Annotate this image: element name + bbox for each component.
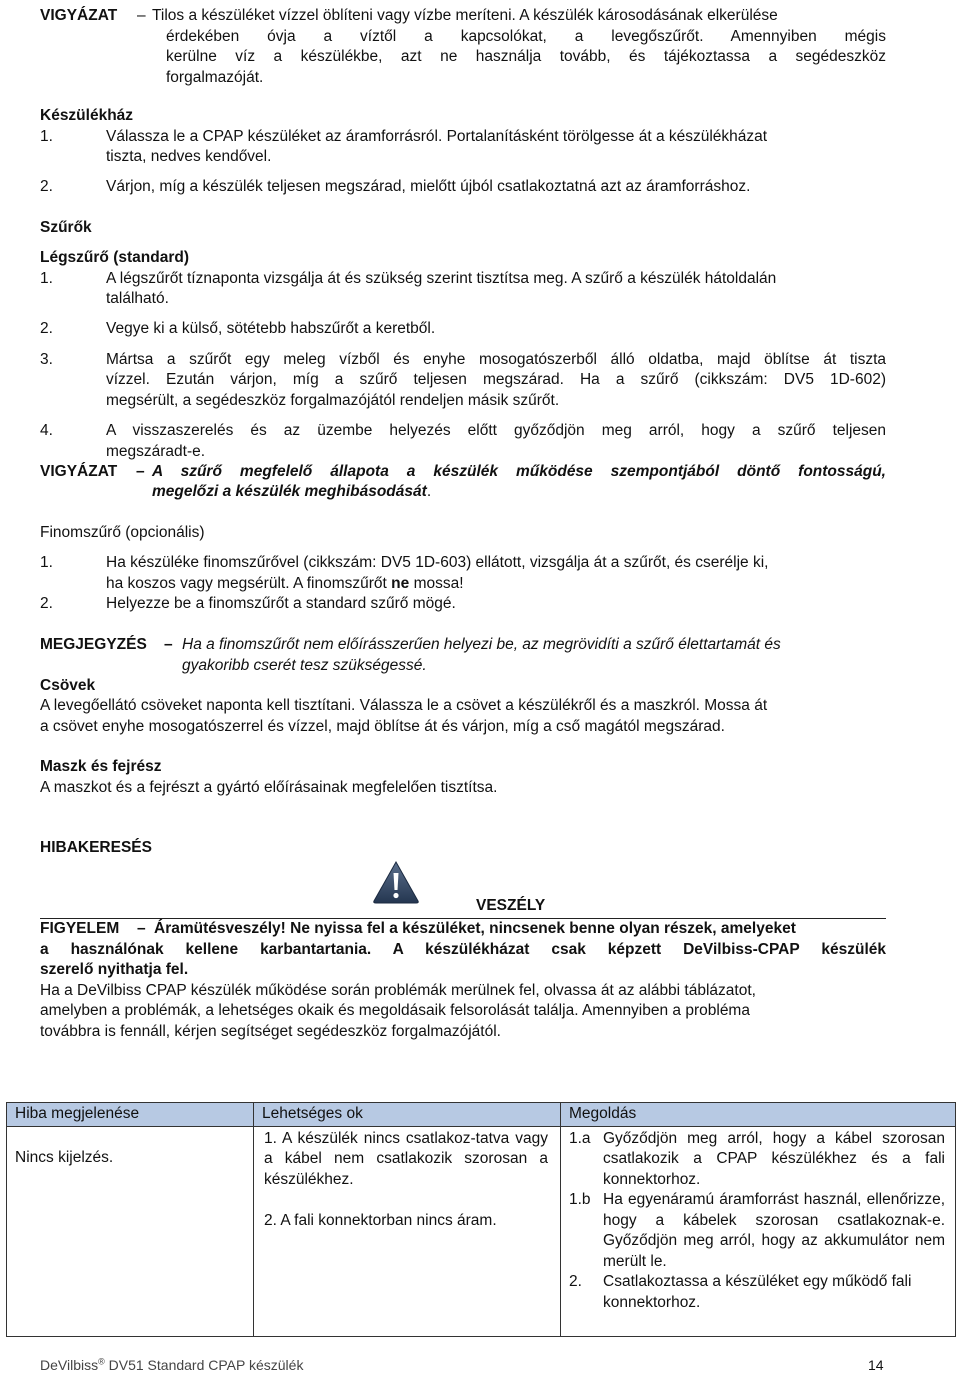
mask-heading: Maszk és fejrész (40, 758, 162, 775)
housing-item-2-number: 2. (40, 178, 53, 195)
fine-filter-item-1-number: 1. (40, 554, 53, 571)
solution-2-number: 2. (569, 1273, 582, 1290)
filter-warning-line-1: A szűrő megfelelő állapota a készülék működése szempontjából döntő fontosságú, (152, 463, 886, 480)
tubes-line-1: A levegőellátó csöveket naponta kell tisztítani. Válassza le a csövet a készülékről és a maszkról. Mossa át (40, 697, 768, 714)
solution-2-text: Csatlakoztassa a készüléket egy működő fali konnektorhoz. (603, 1273, 912, 1311)
filter-warning-dash: – (136, 463, 145, 480)
filter-item-3-number: 3. (40, 351, 53, 368)
column-header-cause: Lehetséges ok (254, 1103, 561, 1127)
footer-title: DeVilbiss® DV51 Standard CPAP készülék (40, 1356, 304, 1373)
column-header-symptom: Hiba megjelenése (7, 1103, 254, 1127)
filter-item-2-number: 2. (40, 320, 53, 337)
attention-dash: – (137, 920, 146, 937)
table-header-row (7, 1103, 956, 1127)
danger-heading: VESZÉLY (476, 897, 546, 914)
cause-1: 1. A készülék nincs csatlakoz-tatva vagy a kábel nem csatlakozik szorosan a készülékhez. (264, 1129, 548, 1188)
table-row (7, 1126, 956, 1336)
attention-line-2: a használónak kellene karbantartania. A készülékházat csak képzett DeVilbiss-CPAP készülék (40, 941, 886, 958)
cause-2: 2. A fali konnektorban nincs áram. (264, 1212, 497, 1229)
troubleshooting-paragraph-line-3: továbbra is fennáll, kérjen segítséget segédeszköz forgalmazójától. (40, 1023, 501, 1040)
warning-line-4: forgalmazóját. (166, 69, 264, 86)
filter-item-3-line-3: megsérült, a segédeszköz forgalmazójától rendeljen másik szűrőt. (106, 392, 560, 409)
solution-1a-number: 1.a (569, 1129, 591, 1147)
troubleshooting-heading: HIBAKERESÉS (40, 839, 152, 856)
filters-heading: Szűrők (40, 219, 92, 236)
fine-filter-item-1-line-1: Ha készüléke finomszűrővel (cikkszám: DV5 1D-603) ellátott, vizsgálja át a szűrőt, és cserélje ki, (106, 554, 769, 571)
note-label: MEGJEGYZÉS (40, 636, 147, 653)
filter-item-4-line-1: A visszaszerelés és az üzembe helyezés előtt győződjön meg arról, hogy a szűrő teljesen (106, 422, 886, 439)
cause-cell (254, 1126, 561, 1336)
warning-line-2: érdekében óvja a víztől a kapcsolókat, a levegőszűrőt. Amennyiben mégis (166, 28, 886, 45)
filter-item-4-number: 4. (40, 422, 53, 439)
solution-2 (569, 1272, 945, 1313)
fine-filter-item-1-line-2: ha koszos vagy megsérült. A finomszűrőt ne mossa! (106, 575, 464, 592)
fine-filter-item-2-number: 2. (40, 595, 53, 612)
fine-filter-item-2-line-1: Helyezze be a finomszűrőt a standard szűrő mögé. (106, 595, 456, 612)
troubleshooting-paragraph-line-1: Ha a DeVilbiss CPAP készülék működése során problémák merülnek fel, olvassa át az alábbi táblázatot, (40, 982, 756, 999)
troubleshooting-paragraph-line-2: amelyben a problémák, a lehetséges okaik és megoldásaik felsorolását találja. Amennyiben a probléma (40, 1002, 750, 1019)
note-line-2: gyakoribb cserét tesz szükségessé. (182, 657, 427, 674)
warning-line-3: kerülne víz a készülékbe, azt ne használja tovább, és tájékoztassa a segédeszköz (166, 48, 886, 65)
filter-item-2-line-1: Vegye ki a külső, sötétebb habszűrőt a keretből. (106, 320, 436, 337)
filter-item-4-line-2: megszáradt-e. (106, 443, 206, 460)
tubes-line-2: a csövet enyhe mosogatószerrel és vízzel, majd öblítse át és várjon, míg a cső magától megszárad. (40, 718, 725, 735)
housing-item-2-line-1: Várjon, míg a készülék teljesen megszárad, mielőtt újból csatlakoztatná azt az áramforráshoz. (106, 178, 751, 195)
tubes-heading: Csövek (40, 677, 96, 694)
mask-line-1: A maszkot és a fejrészt a gyártó előírásainak megfelelően tisztítsa. (40, 779, 498, 796)
solution-1a (569, 1129, 945, 1191)
note-line-1: Ha a finomszűrőt nem előírásszerűen helyezi be, az megrövidíti a szűrő élettartamát és (182, 636, 781, 653)
filter-item-3-line-2: vízzel. Ezután várjon, míg a szűrő teljesen megszárad. Ha a szűrő (cikkszám: DV5 1D-602) (106, 371, 886, 388)
housing-heading: Készülékház (40, 107, 134, 124)
solution-1a-text: Győződjön meg arról, hogy a kábel szorosan csatlakozik a CPAP készülékhez és a fali konnektorhoz. (603, 1129, 945, 1188)
note-dash: – (164, 636, 173, 653)
housing-item-1-line-1: Válassza le a CPAP készüléket az áramforrásról. Portalanításként törölgesse át a készülékházat (106, 128, 768, 145)
warning-triangle-icon (372, 860, 420, 904)
warning-line-1: Tilos a készüléket vízzel öblíteni vagy vízbe meríteni. A készülék károsodásának elkerülése (152, 7, 778, 24)
filter-warning-label: VIGYÁZAT (40, 463, 118, 480)
warning-dash: – (137, 7, 146, 24)
housing-item-1-number: 1. (40, 128, 53, 145)
filter-item-1-line-1: A légszűrőt tíznaponta vizsgálja át és szükség szerint tisztítsa meg. A szűrő a készülék hátoldalán (106, 270, 777, 287)
solution-1b-text: Ha egyenáramú áramforrást használ, ellenőrizze, hogy a kábelek szorosan csatlakoznak-e. Győződjön meg arról, hogy az akkumulátor nem merült le. (603, 1191, 945, 1270)
symptom-text: Nincs kijelzés. (15, 1148, 114, 1166)
filter-warning-line-2: megelőzi a készülék meghibásodását. (152, 483, 432, 500)
housing-item-1-line-2: tiszta, nedves kendővel. (106, 148, 272, 165)
warning-label: VIGYÁZAT (40, 7, 118, 24)
attention-line-3: szerelő nyithatja fel. (40, 961, 189, 978)
fine-filter-heading: Finomszűrő (opcionális) (40, 524, 205, 541)
standard-filter-heading: Légszűrő (standard) (40, 249, 189, 266)
troubleshooting-table (6, 1102, 956, 1337)
attention-line-1: Áramütésveszély! Ne nyissa fel a készüléket, nincsenek benne olyan részek, amelyeket (154, 920, 796, 937)
solution-cell (561, 1126, 956, 1336)
solution-1b (569, 1190, 945, 1272)
filter-item-3-line-1: Mártsa a szűrőt egy meleg vízből és enyhe mosogatószerből álló oldatba, majd öblítse át tiszta (106, 351, 886, 368)
solution-1b-number: 1.b (569, 1191, 591, 1208)
symptom-cell (7, 1126, 254, 1336)
page-number: 14 (868, 1357, 884, 1373)
filter-item-1-number: 1. (40, 270, 53, 287)
attention-label: FIGYELEM (40, 920, 120, 937)
filter-item-1-line-2: található. (106, 290, 169, 307)
column-header-solution: Megoldás (561, 1103, 956, 1127)
